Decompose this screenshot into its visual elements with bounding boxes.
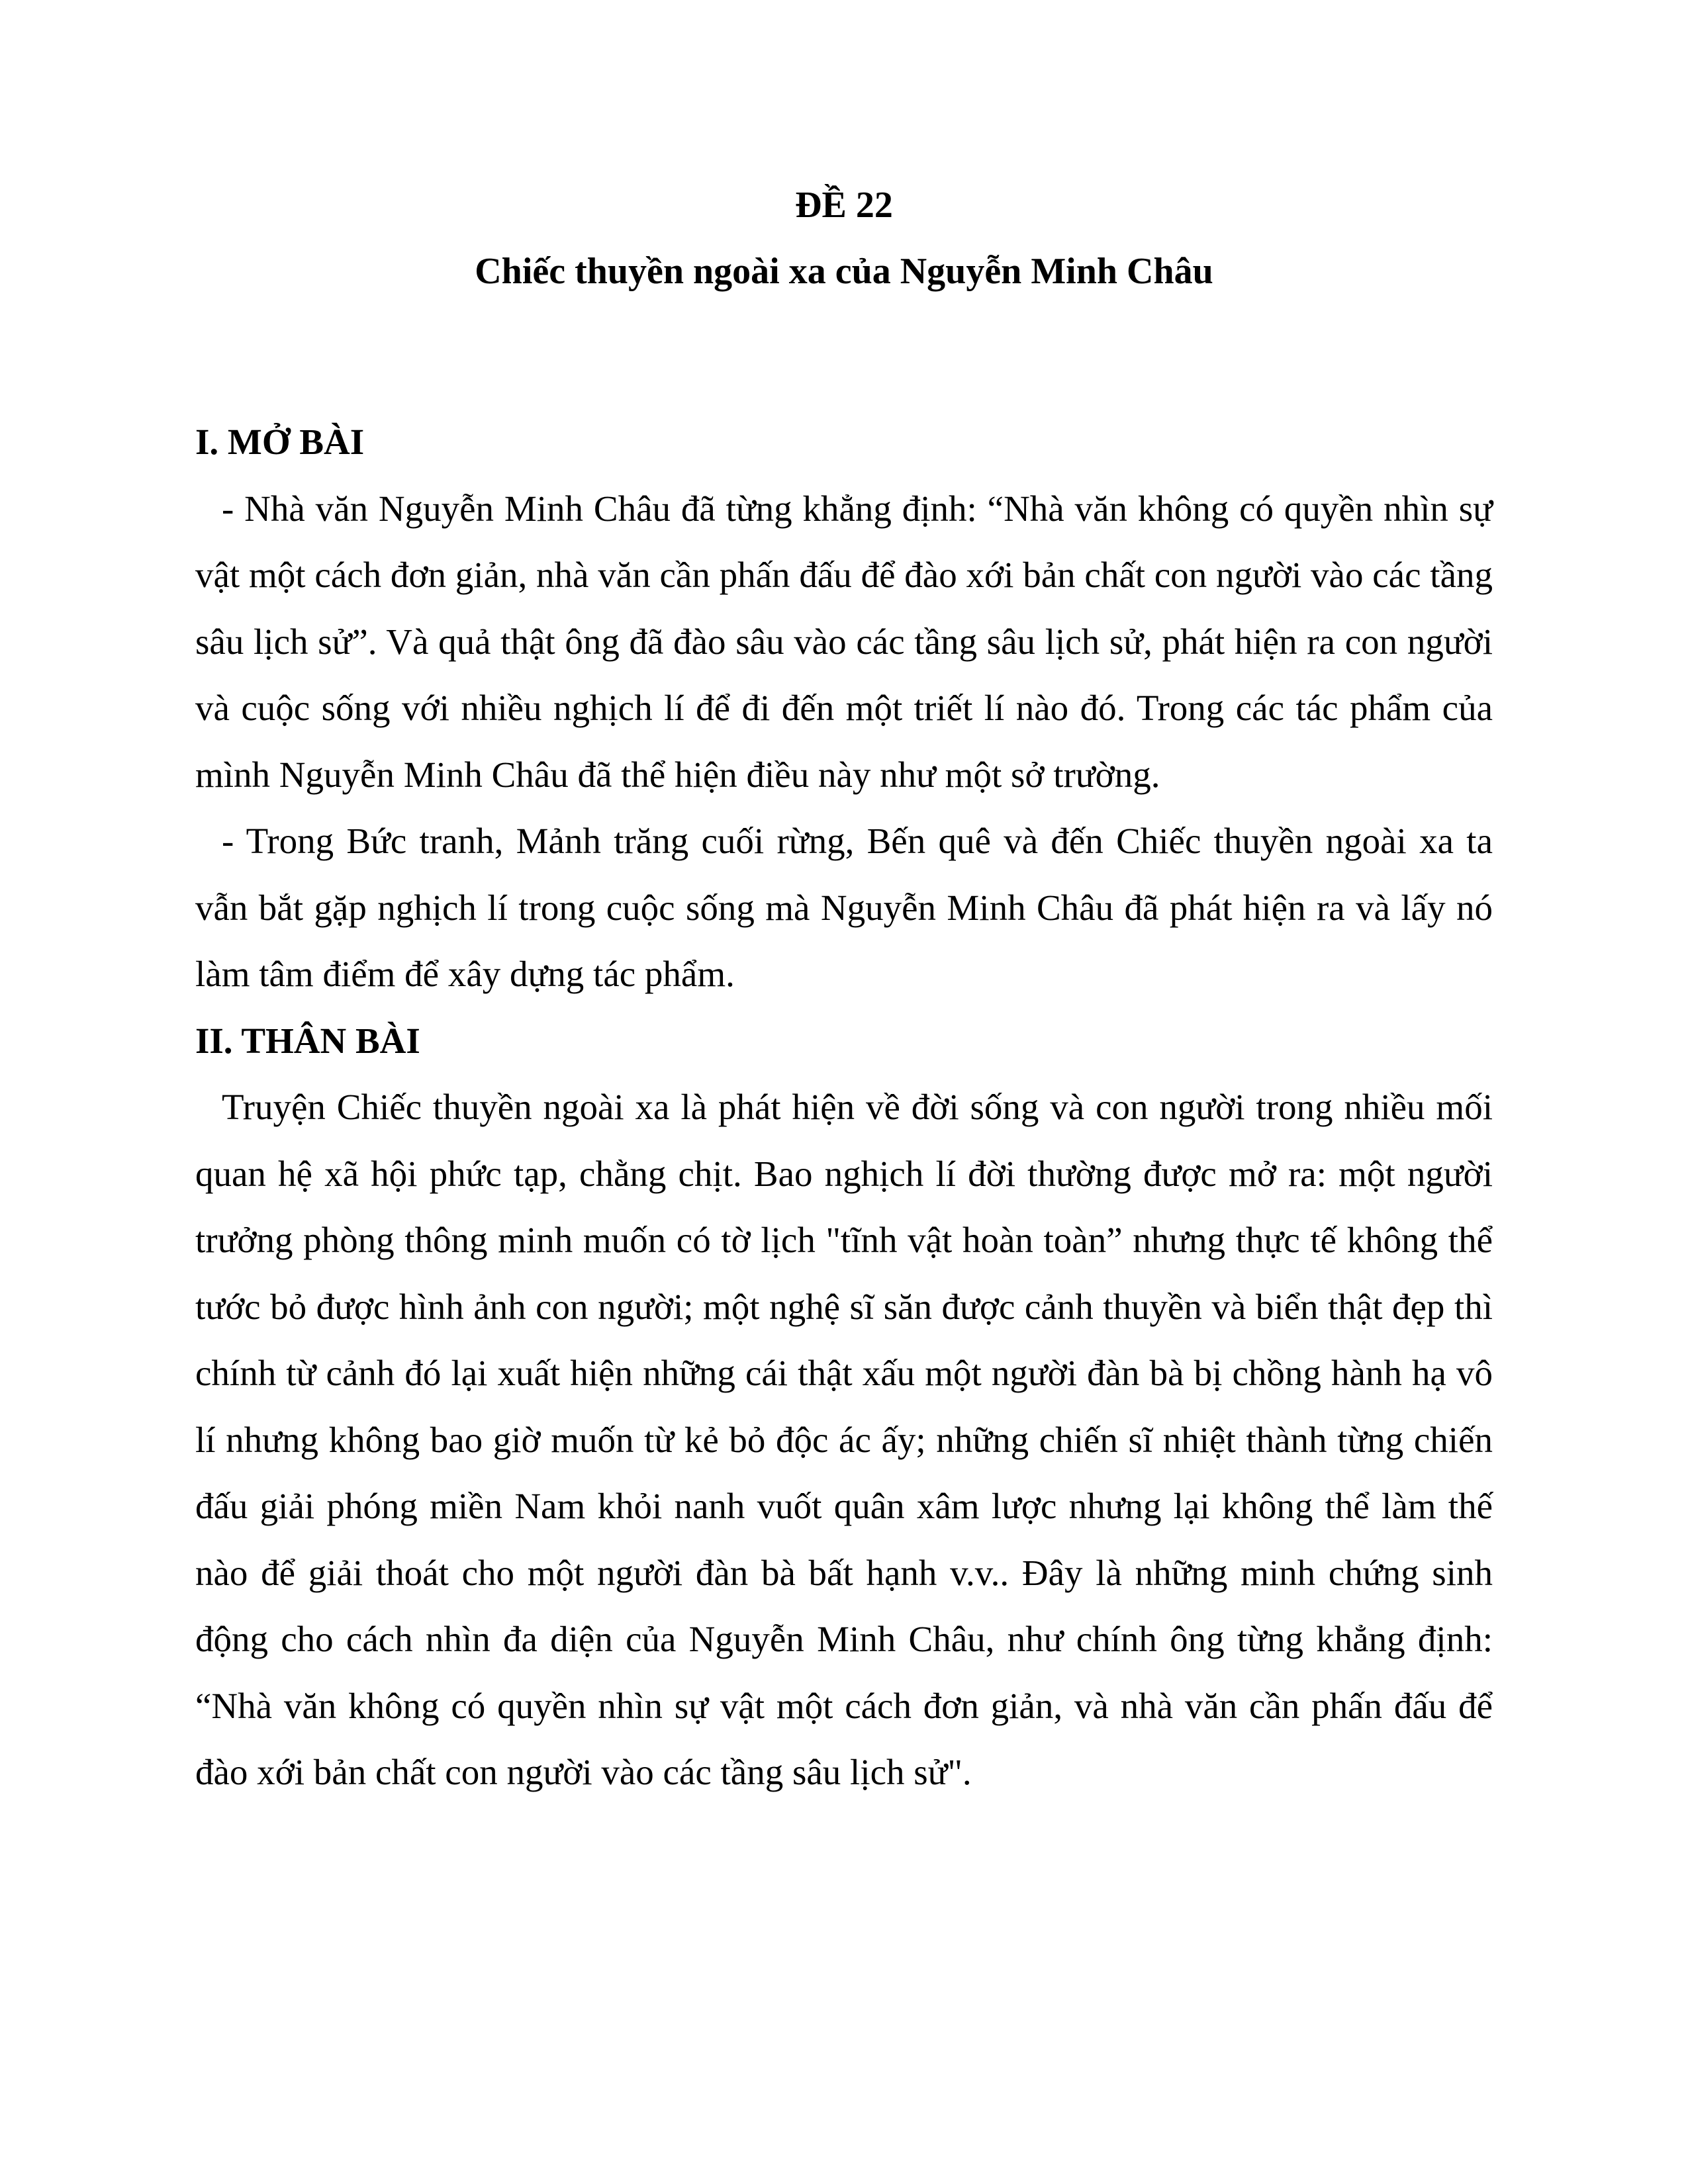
document-body [195,409,1493,1806]
title-block [0,179,1688,298]
section-body [195,1008,1493,1806]
page-title: Chiếc thuyền ngoài xa của Nguyễn Minh Châu [475,251,1213,292]
paragraph: - Nhà văn Nguyễn Minh Châu đã từng khẳng định: “Nhà văn không có quyền nhìn sự vật một cách đơn giản, nhà văn cần phấn đấu để đào xới bản chất con người vào các tầng sâu lịch sử”. Và quả thật ông đã đào sâu vào các tầng sâu lịch sử, phát hiện ra con người và cuộc sống với nhiều nghịch lí để đi đến một triết lí nào đó. Trong các tác phẩm của mình Nguyễn Minh Châu đã thể hiện điều này như một sở trường. [195,488,1493,795]
paragraph: - Trong Bức tranh, Mảnh trăng cuối rừng, Bến quê và đến Chiếc thuyền ngoài xa ta vẫn bắt gặp nghịch lí trong cuộc sống mà Nguyễn Minh Châu đã phát hiện ra và lấy nó làm tâm điểm để xây dựng tác phẩm. [195,821,1493,994]
paragraph: Truyện Chiếc thuyền ngoài xa là phát hiện về đời sống và con người trong nhiều mối quan hệ xã hội phức tạp, chằng chịt. Bao nghịch lí đời thường được mở ra: một người trưởng phòng thông minh muốn có tờ lịch "tĩnh vật hoàn toàn” nhưng thực tế không thể tước bỏ được hình ảnh con người; một nghệ sĩ săn được cảnh thuyền và biển thật đẹp thì chính từ cảnh đó lại xuất hiện những cái thật xấu một người đàn bà bị chồng hành hạ vô lí nhưng không bao giờ muốn từ kẻ bỏ độc ác ấy; những chiến sĩ nhiệt thành từng chiến đấu giải phóng miền Nam khỏi nanh vuốt quân xâm lược nhưng lại không thể làm thế nào để giải thoát cho một người đàn bà bất hạnh v.v.. Đây là những minh chứng sinh động cho cách nhìn đa diện của Nguyễn Minh Châu, như chính ông từng khẳng định: “Nhà văn không có quyền nhìn sự vật một cách đơn giản, và nhà văn cần phấn đấu để đào xới bản chất con người vào các tầng sâu lịch sử". [195,1087,1493,1792]
section-heading: II. THÂN BÀI [195,1020,420,1061]
exam-number: ĐỀ 22 [795,185,893,226]
section-introduction [195,409,1493,1008]
section-heading: I. MỞ BÀI [195,422,365,462]
